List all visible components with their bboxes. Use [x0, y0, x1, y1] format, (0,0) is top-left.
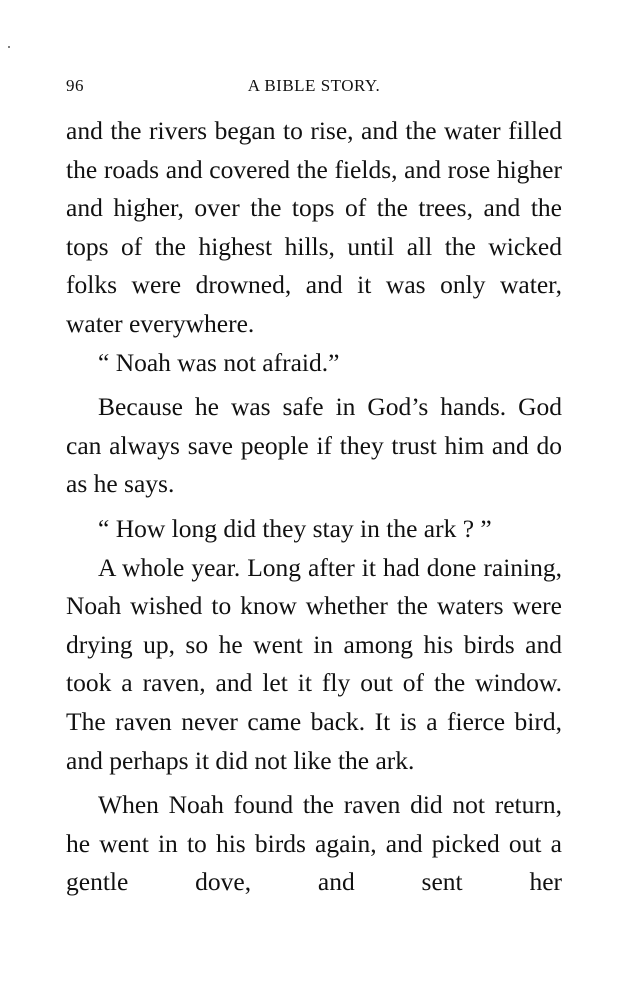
paragraph-dove: When Noah found the raven did not return, he went in to his birds again, and picked out a gentle dove, and sent her: [66, 790, 562, 897]
paragraph-question-ark: “ How long did they stay in the ark ? ”: [98, 513, 492, 543]
paragraph-whole-year: A whole year. Long after it had done raining, Noah wished to know whether the waters were drying up, so he went in among his birds and took a raven, and let it fly out of the window. The raven never came back. It is a fierce bird, and perhaps it did not like the ark.: [66, 552, 562, 775]
paragraph-question-noah: “ Noah was not afraid.”: [98, 347, 340, 377]
page-header: [66, 76, 562, 100]
body-text: [66, 112, 562, 902]
page-number: 96: [66, 76, 84, 95]
paragraph-continuation: and the rivers began to rise, and the water filled the roads and covered the fields, and rose higher and higher, over the tops of the trees, and the tops of the highest hills, until all the wicked folks were drowned, and it was only water, water everywhere.: [66, 116, 562, 338]
scan-speck: [8, 46, 10, 48]
paragraph-gods-hands: Because he was safe in God’s hands. God can always save people if they trust him and do as he says.: [66, 392, 562, 499]
running-title: A BIBLE STORY.: [247, 76, 381, 95]
